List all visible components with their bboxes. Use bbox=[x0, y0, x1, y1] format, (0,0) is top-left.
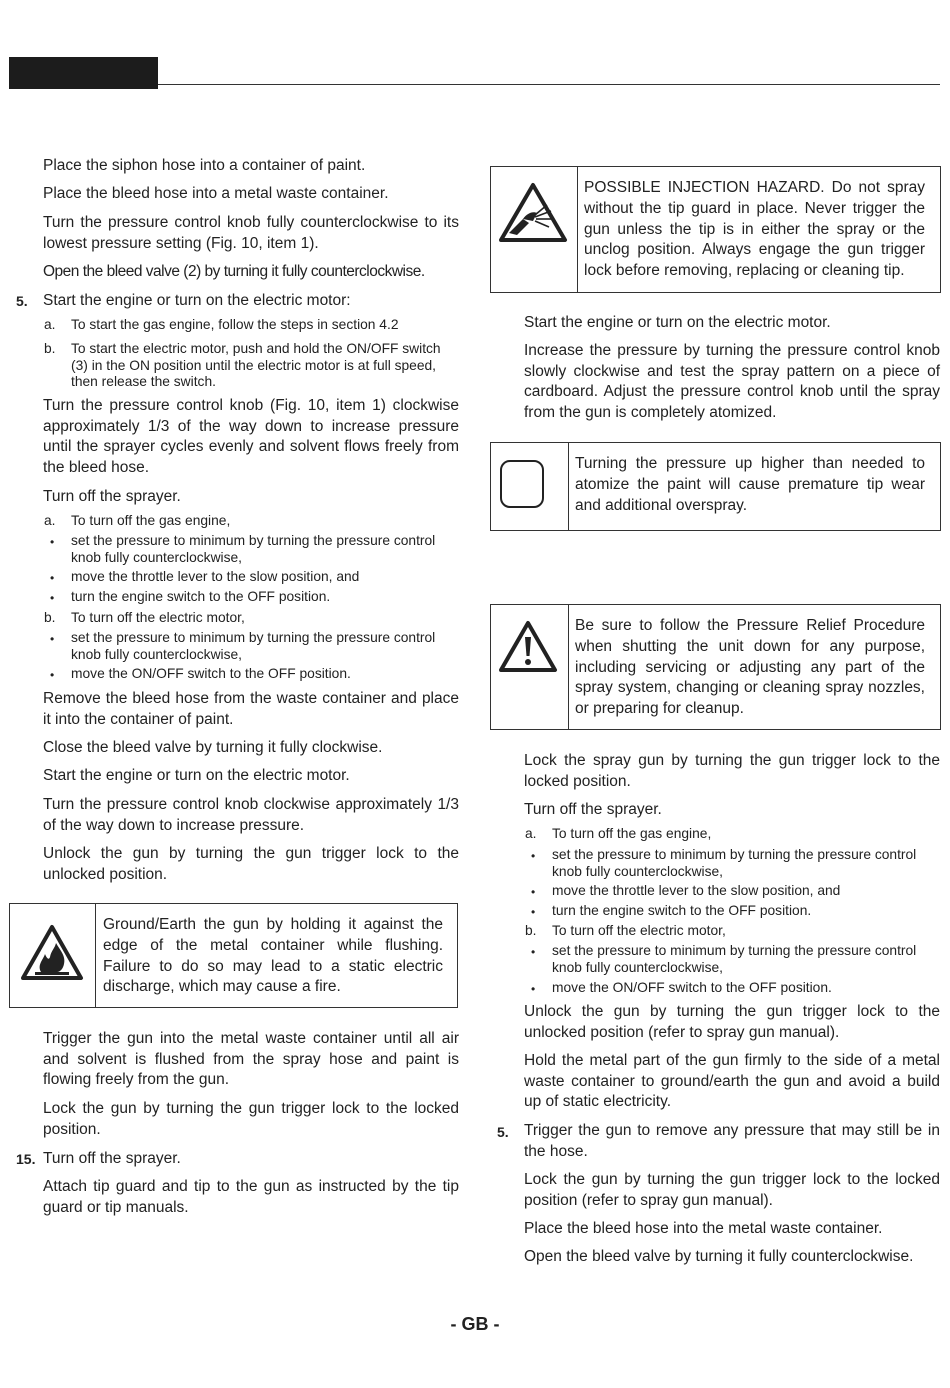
warning-callout bbox=[490, 604, 941, 730]
bullet-text: turn the engine switch to the OFF position. bbox=[552, 903, 812, 918]
bullet-text: set the pressure to minimum by turning the pressure control knob fully counterclockwise, bbox=[552, 943, 917, 975]
step-paragraph: Close the bleed valve by turning it fully clockwise. bbox=[43, 739, 383, 756]
sub-step-label: b. bbox=[44, 610, 56, 625]
step-paragraph: Turn the pressure control knob (Fig. 10, item 1) clockwise approximately 1/3 of the way down to increase pressure until the sprayer cycles evenly and solvent flows freely from the bleed hose. bbox=[43, 397, 459, 476]
step-paragraph: Start the engine or turn on the electric motor: bbox=[43, 292, 351, 309]
step-paragraph: Remove the bleed hose from the waste container and place it into the container of paint. bbox=[43, 690, 459, 728]
step-number: 5. bbox=[497, 1124, 509, 1140]
step-paragraph: Trigger the gun into the metal waste container until all air and solvent is flushed from the spray hose and paint is flowing freely from the gun. bbox=[43, 1030, 459, 1088]
fire-hazard-callout bbox=[9, 903, 458, 1008]
bullet-text: move the throttle lever to the slow position, and bbox=[71, 569, 360, 584]
step-paragraph: Start the engine or turn on the electric motor. bbox=[43, 767, 350, 784]
step-paragraph: Unlock the gun by turning the gun trigger lock to the unlocked position. bbox=[43, 845, 459, 883]
bullet-text: move the ON/OFF switch to the OFF position. bbox=[552, 980, 832, 995]
bullet: • bbox=[50, 591, 55, 605]
step-paragraph: Unlock the gun by turning the gun trigger lock to the unlocked position (refer to spray gun manual). bbox=[524, 1003, 940, 1041]
step-paragraph: Increase the pressure by turning the pressure control knob slowly clockwise and test the spray pattern on a piece of cardboard. Adjust the pressure control knob until the spray from the gun is completely atomized. bbox=[524, 342, 940, 421]
step-paragraph: Turn the pressure control knob fully counterclockwise to its lowest pressure setting (Fig. 10, item 1). bbox=[43, 214, 459, 252]
note-callout bbox=[490, 442, 941, 531]
callout-text: POSSIBLE INJECTION HAZARD. Do not spray without the tip guard in place. Never trigger the gun unless the tip is in either the spray or the unclog position. Always engage the gun trigger lock before removing, replacing or cleaning tip. bbox=[584, 179, 925, 280]
bullet: • bbox=[50, 668, 55, 682]
fire-hazard-icon bbox=[19, 923, 85, 983]
bullet: • bbox=[50, 571, 55, 585]
sub-step-text: To turn off the electric motor, bbox=[552, 923, 726, 938]
injection-hazard-icon bbox=[497, 181, 569, 245]
sub-step-text: To turn off the gas engine, bbox=[552, 826, 712, 841]
callout-text: Ground/Earth the gun by holding it against the edge of the metal container while flushing. Failure to do so may lead to a static electric discharge, which may cause a fire. bbox=[103, 916, 443, 996]
warning-icon bbox=[497, 619, 559, 675]
bullet-text: set the pressure to minimum by turning the pressure control knob fully counterclockwise, bbox=[552, 847, 917, 879]
bullet: • bbox=[531, 905, 536, 919]
callout-icon-cell bbox=[10, 904, 96, 1007]
header-tab-block bbox=[9, 57, 158, 89]
bullet: • bbox=[531, 945, 536, 959]
step-paragraph: Turn off the sprayer. bbox=[43, 1150, 181, 1167]
bullet: • bbox=[531, 982, 536, 996]
callout-icon-cell bbox=[491, 605, 569, 729]
step-paragraph: Lock the gun by turning the gun trigger lock to the locked position. bbox=[43, 1100, 459, 1138]
step-paragraph: Hold the metal part of the gun firmly to the side of a metal waste container to ground/earth the gun and avoid a build up of static electricity. bbox=[524, 1052, 940, 1110]
injection-hazard-callout bbox=[490, 166, 941, 293]
sub-step-label: a. bbox=[44, 317, 56, 332]
sub-step-label: b. bbox=[525, 923, 537, 938]
step-number: 5. bbox=[16, 293, 28, 309]
header-rule bbox=[158, 84, 940, 85]
sub-step-text: To turn off the electric motor, bbox=[71, 610, 245, 625]
step-number: 15. bbox=[16, 1151, 36, 1167]
step-paragraph: Lock the spray gun by turning the gun trigger lock to the locked position. bbox=[524, 752, 940, 790]
callout-text: Be sure to follow the Pressure Relief Procedure when shutting the unit down for any purpose, including servicing or adjusting any part of the spray system, changing or cleaning spray nozzles, or preparing for cleanup. bbox=[575, 617, 925, 718]
callout-text: Turning the pressure up higher than needed to atomize the paint will cause premature tip wear and additional overspray. bbox=[575, 455, 925, 514]
step-paragraph: Turn off the sprayer. bbox=[524, 801, 662, 818]
step-paragraph: Turn the pressure control knob clockwise approximately 1/3 of the way down to increase pressure. bbox=[43, 796, 459, 834]
callout-icon-cell bbox=[491, 167, 578, 292]
bullet-text: set the pressure to minimum by turning the pressure control knob fully counterclockwise, bbox=[71, 533, 436, 565]
step-paragraph: Place the siphon hose into a container of paint. bbox=[43, 157, 366, 174]
sub-step-label: a. bbox=[44, 513, 56, 528]
bullet: • bbox=[50, 632, 55, 646]
step-paragraph: Turn off the sprayer. bbox=[43, 488, 181, 505]
step-paragraph: Trigger the gun to remove any pressure that may still be in the hose. bbox=[524, 1122, 940, 1160]
step-paragraph: Start the engine or turn on the electric motor. bbox=[524, 314, 831, 331]
sub-step-text: To start the gas engine, follow the steps in section 4.2 bbox=[71, 317, 399, 332]
bullet-text: turn the engine switch to the OFF position. bbox=[71, 589, 331, 604]
step-paragraph: Place the bleed hose into a metal waste container. bbox=[43, 185, 389, 202]
note-icon bbox=[499, 459, 545, 509]
bullet: • bbox=[531, 885, 536, 899]
step-paragraph: Open the bleed valve by turning it fully counterclockwise. bbox=[524, 1248, 914, 1265]
callout-icon-cell bbox=[491, 443, 569, 530]
bullet-text: move the ON/OFF switch to the OFF position. bbox=[71, 666, 351, 681]
step-paragraph: Open the bleed valve (2) by turning it fully counterclockwise. bbox=[43, 263, 425, 280]
step-paragraph: Lock the gun by turning the gun trigger lock to the locked position (refer to spray gun manual). bbox=[524, 1171, 940, 1209]
page-footer: - GB - bbox=[450, 1314, 500, 1334]
bullet: • bbox=[50, 535, 55, 549]
bullet-text: move the throttle lever to the slow position, and bbox=[552, 883, 841, 898]
bullet: • bbox=[531, 849, 536, 863]
step-paragraph: Attach tip guard and tip to the gun as instructed by the tip guard or tip manuals. bbox=[43, 1178, 459, 1216]
bullet-text: set the pressure to minimum by turning the pressure control knob fully counterclockwise, bbox=[71, 630, 436, 662]
step-paragraph: Place the bleed hose into the metal waste container. bbox=[524, 1220, 883, 1237]
sub-step-label: b. bbox=[44, 341, 56, 356]
sub-step-text: To start the electric motor, push and hold the ON/OFF switch (3) in the ON position until the electric motor is at full speed, then release the switch. bbox=[71, 341, 441, 389]
sub-step-label: a. bbox=[525, 826, 537, 841]
sub-step-text: To turn off the gas engine, bbox=[71, 513, 231, 528]
